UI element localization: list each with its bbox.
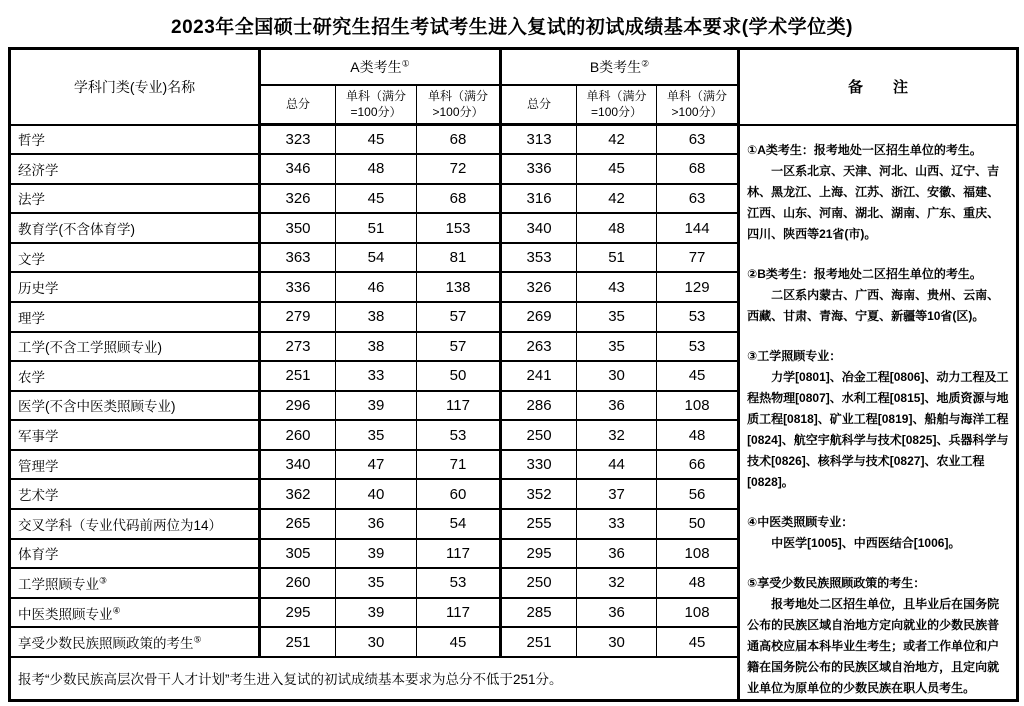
col-header-b-single-over-100: 单科（满分>100分） [657,85,739,125]
score-cell: 56 [657,479,739,509]
remark-group [747,346,1009,493]
score-cell: 279 [260,302,336,332]
score-cell: 32 [577,568,657,598]
score-cell: 286 [501,391,577,421]
score-cell: 295 [260,598,336,628]
subject-cell: 军事学 [10,420,260,450]
subject-cell: 中医类照顾专业④ [10,598,260,628]
group-b-footnote-marker: ② [641,58,650,69]
score-requirements-table [8,47,1019,702]
score-cell: 117 [417,598,501,628]
score-cell: 153 [417,213,501,243]
score-cell: 53 [657,332,739,362]
col-header-b-single-100: 单科（满分=100分） [577,85,657,125]
table-footnote: 报考“少数民族高层次骨干人才计划”考生进入复试的初试成绩基本要求为总分不低于251分。 [10,657,739,700]
score-cell: 323 [260,125,336,155]
subject-cell: 享受少数民族照顾政策的考生⑤ [10,627,260,657]
score-cell: 241 [501,361,577,391]
score-cell: 35 [577,302,657,332]
score-cell: 263 [501,332,577,362]
remark-group [747,140,1009,245]
score-cell: 36 [577,391,657,421]
subject-column-header [10,49,260,125]
score-cell: 269 [501,302,577,332]
score-cell: 51 [336,213,417,243]
score-cell: 108 [657,598,739,628]
score-cell: 30 [577,627,657,657]
score-cell: 305 [260,539,336,569]
score-cell: 63 [657,125,739,155]
score-cell: 50 [657,509,739,539]
remark-body: 一区系北京、天津、河北、山西、辽宁、吉林、黑龙江、上海、江苏、浙江、安徽、福建、江西、山东、河南、湖北、湖南、广东、重庆、四川、陕西等21省(市)。 [747,163,1000,241]
col-header-a-single-100: 单科（满分=100分） [336,85,417,125]
score-cell: 68 [417,184,501,214]
subject-cell: 医学(不含中医类照顾专业) [10,391,260,421]
score-cell: 54 [336,243,417,273]
col-header-a-single-over-100: 单科（满分>100分） [417,85,501,125]
remark-group [747,573,1009,699]
score-cell: 350 [260,213,336,243]
score-cell: 81 [417,243,501,273]
table-body [10,125,1018,701]
score-cell: 36 [577,598,657,628]
score-cell: 251 [260,361,336,391]
score-cell: 33 [336,361,417,391]
subject-cell: 文学 [10,243,260,273]
score-cell: 77 [657,243,739,273]
score-cell: 295 [501,539,577,569]
score-cell: 316 [501,184,577,214]
group-a-footnote-marker: ① [401,58,410,69]
score-cell: 108 [657,391,739,421]
score-cell: 362 [260,479,336,509]
score-cell: 346 [260,154,336,184]
score-cell: 35 [336,420,417,450]
score-cell: 296 [260,391,336,421]
score-cell: 108 [657,539,739,569]
col-header-b-total: 总分 [501,85,577,125]
score-cell: 326 [501,272,577,302]
score-cell: 43 [577,272,657,302]
score-cell: 47 [336,450,417,480]
subject-cell: 理学 [10,302,260,332]
remark-body: 二区系内蒙古、广西、海南、贵州、云南、西藏、甘肃、青海、宁夏、新疆等10省(区)。 [747,287,1000,323]
subject-cell: 工学(不含工学照顾专业) [10,332,260,362]
score-cell: 45 [417,627,501,657]
remark-body: 力学[0801]、冶金工程[0806]、动力工程及工程热物理[0807]、水利工程[0815]、地质资源与地质工程[0818]、矿业工程[0819]、船舶与海洋工程[0824]、航空宇航科学与技术[0825]、兵器科学与技术[0826]、核科学与技术[0827]、农业工程[0828]。 [747,369,1009,489]
score-cell: 273 [260,332,336,362]
score-cell: 48 [657,568,739,598]
remark-heading: ③工学照顾专业： [747,348,842,363]
score-cell: 35 [577,332,657,362]
score-cell: 68 [417,125,501,155]
score-cell: 45 [336,125,417,155]
subject-cell: 哲学 [10,125,260,155]
header-row-groups [10,49,1018,85]
subject-cell: 交叉学科（专业代码前两位为14） [10,509,260,539]
score-cell: 66 [657,450,739,480]
remark-body: 中医学[1005]、中西医结合[1006]。 [771,535,961,550]
score-cell: 353 [501,243,577,273]
group-a-header [260,49,501,85]
score-cell: 129 [657,272,739,302]
subject-cell: 管理学 [10,450,260,480]
score-cell: 36 [336,509,417,539]
score-cell: 53 [417,420,501,450]
score-cell: 326 [260,184,336,214]
score-cell: 32 [577,420,657,450]
remark-group [747,264,1009,327]
remarks-column-header [739,49,1018,125]
score-cell: 68 [657,154,739,184]
subject-column-header-label: 学科门类(专业)名称 [73,78,196,95]
score-cell: 340 [260,450,336,480]
score-cell: 72 [417,154,501,184]
score-cell: 251 [501,627,577,657]
remarks-cell [739,125,1018,701]
score-cell: 57 [417,302,501,332]
score-cell: 144 [657,213,739,243]
score-cell: 53 [417,568,501,598]
row-footnote-marker: ③ [99,575,108,586]
score-cell: 138 [417,272,501,302]
score-cell: 33 [577,509,657,539]
score-cell: 39 [336,598,417,628]
score-cell: 38 [336,302,417,332]
score-cell: 363 [260,243,336,273]
score-cell: 42 [577,184,657,214]
score-cell: 250 [501,568,577,598]
remark-heading: ④中医类照顾专业： [747,514,854,529]
score-cell: 45 [657,627,739,657]
score-cell: 251 [260,627,336,657]
score-cell: 48 [657,420,739,450]
score-cell: 48 [336,154,417,184]
group-b-label: B类考生 [589,58,642,75]
page-title: 2023年全国硕士研究生招生考试考生进入复试的初试成绩基本要求(学术学位类) [171,17,853,38]
score-cell: 39 [336,539,417,569]
score-cell: 54 [417,509,501,539]
score-cell: 260 [260,568,336,598]
score-cell: 352 [501,479,577,509]
subject-cell: 农学 [10,361,260,391]
score-cell: 40 [336,479,417,509]
score-cell: 265 [260,509,336,539]
score-cell: 42 [577,125,657,155]
score-cell: 313 [501,125,577,155]
score-cell: 255 [501,509,577,539]
score-cell: 39 [336,391,417,421]
score-cell: 60 [417,479,501,509]
score-cell: 260 [260,420,336,450]
score-cell: 330 [501,450,577,480]
score-cell: 45 [577,154,657,184]
score-cell: 53 [657,302,739,332]
score-cell: 45 [336,184,417,214]
subject-cell: 法学 [10,184,260,214]
subject-cell: 艺术学 [10,479,260,509]
table-row [10,125,1018,155]
score-cell: 35 [336,568,417,598]
subject-cell: 经济学 [10,154,260,184]
score-cell: 340 [501,213,577,243]
score-cell: 336 [260,272,336,302]
score-cell: 285 [501,598,577,628]
score-cell: 117 [417,391,501,421]
remark-group [747,512,1009,554]
score-cell: 63 [657,184,739,214]
score-cell: 37 [577,479,657,509]
remark-heading: ①A类考生：报考地处一区招生单位的考生。 [747,142,982,157]
subject-cell: 工学照顾专业③ [10,568,260,598]
remarks-column-header-label: 备 注 [848,79,909,97]
score-cell: 36 [577,539,657,569]
score-cell: 30 [336,627,417,657]
score-cell: 45 [657,361,739,391]
score-cell: 46 [336,272,417,302]
table-header [10,49,1018,125]
score-cell: 48 [577,213,657,243]
subject-cell: 体育学 [10,539,260,569]
score-cell: 336 [501,154,577,184]
remark-heading: ②B类考生：报考地处二区招生单位的考生。 [747,266,982,281]
score-cell: 71 [417,450,501,480]
subject-cell: 历史学 [10,272,260,302]
score-cell: 250 [501,420,577,450]
subject-cell: 教育学(不含体育学) [10,213,260,243]
score-cell: 30 [577,361,657,391]
score-cell: 117 [417,539,501,569]
row-footnote-marker: ⑤ [193,634,202,645]
score-cell: 50 [417,361,501,391]
group-b-header [501,49,739,85]
remark-heading: ⑤享受少数民族照顾政策的考生： [747,575,926,590]
col-header-a-total: 总分 [260,85,336,125]
score-cell: 51 [577,243,657,273]
score-cell: 44 [577,450,657,480]
group-a-label: A类考生 [350,58,402,75]
score-cell: 57 [417,332,501,362]
remark-body: 报考地处二区招生单位，且毕业后在国务院公布的民族区域自治地方定向就业的少数民族普通高校应届本科毕业生考生；或者工作单位和户籍在国务院公布的民族区域自治地方，且定向就业单位为原单位的少数民族在职人员考生。 [747,596,1000,695]
row-footnote-marker: ④ [112,605,121,616]
score-cell: 38 [336,332,417,362]
